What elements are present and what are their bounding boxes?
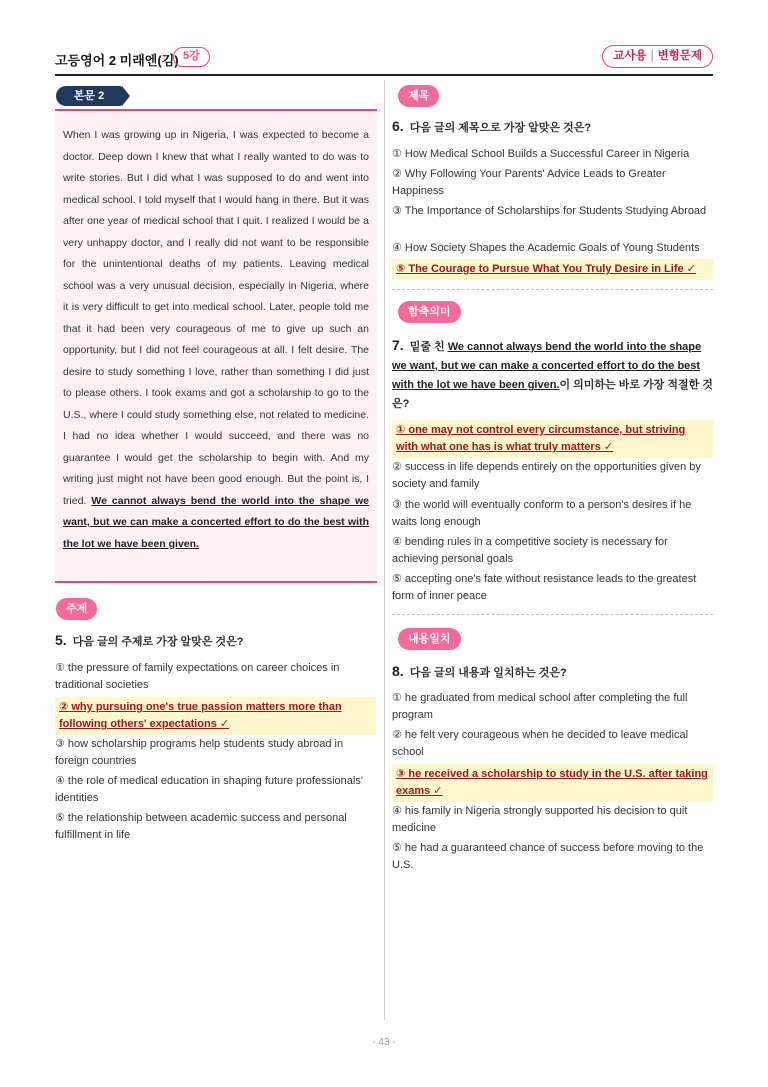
- q8-question: 다음 글의 내용과 일치하는 것은?: [409, 667, 567, 679]
- q5-option-3[interactable]: ③ how scholarship programs help students study abroad in foreign countries: [55, 738, 344, 767]
- q5-option-1[interactable]: ① the pressure of family expectations on career choices in traditional societies: [55, 662, 340, 691]
- q6-option-1[interactable]: ① How Medical School Builds a Successful Career in Nigeria: [392, 148, 690, 160]
- q6-option-4[interactable]: ④ How Society Shapes the Academic Goals of Young Students: [392, 242, 700, 254]
- q8-number: 8.: [392, 663, 404, 679]
- q8-option-3-answer[interactable]: ③ he received a scholarship to study in the U.S. after taking exams ✓: [392, 764, 713, 802]
- q8-option-2[interactable]: ② he felt very courageous when he decided to leave medical school: [392, 729, 689, 758]
- q6-option-5-answer[interactable]: ⑤ The Courage to Pursue What You Truly Desire in Life ✓: [392, 259, 713, 280]
- passage-box: [55, 109, 377, 583]
- q7-stem-suffix: 이 의미하는 바로 가장 적절한 것은?: [392, 379, 713, 410]
- q6-tag: 제목: [398, 85, 439, 107]
- column-divider: [384, 80, 385, 1020]
- q5-number: 5.: [55, 632, 67, 648]
- section-divider: [392, 614, 713, 615]
- q5-option-4[interactable]: ④ the role of medical education in shaping future professionals' identities: [55, 775, 363, 804]
- page-header: [55, 44, 713, 76]
- passage-body: When I was growing up in Nigeria, I was expected to become a doctor. Deep down I knew that what I really wanted to do was to write stories. But I did what I was supposed to do and went into medical school. I told myself that I would hang in there. But it was after one year of medical school that I quit. I realized I would be a very unhappy doctor, and I really did not want to be responsible for the unintentional deaths of my patients. Leaving medical school was a very unusual decision, especially in Nigeria, where it is very difficult to get into medical school. Later, people told me that it had been very courageous of me to give up such an opportunity, but I did not feel courageous at all. I felt desire. The desire to study something I love, rather than something I did just to please others. I took exams and got a scholarship to go to the U.S., where I could study something else, not related to medicine. I had no idea whether I would succeed, and there was no guarantee I would get the scholarship to begin with. And my writing just might not have been good enough. But the point is, I tried.: [63, 129, 369, 507]
- section-divider: [392, 289, 713, 290]
- passage-underlined-sentence: We cannot always bend the world into the shape we want, but we can make a concerted effort to do the best with the lot we have been given.: [63, 494, 369, 550]
- audience-label: 교사용: [613, 50, 647, 62]
- type-label: 변형문제: [657, 50, 702, 62]
- q8-option-5[interactable]: ⑤ he had a guaranteed chance of success before moving to the U.S.: [392, 842, 704, 871]
- q5-stem: [55, 631, 377, 652]
- q7-tag: 함축의미: [398, 301, 461, 323]
- q5-option-2-answer[interactable]: ② why pursuing one's true passion matters more than following others' expectations ✓: [55, 697, 376, 735]
- edition-badge: 교사용 | 변형문제: [602, 45, 713, 68]
- q8-tag: 내용일치: [398, 628, 461, 650]
- q7-option-3[interactable]: ③ the world will eventually conform to a person's desires if he waits long enough: [392, 499, 692, 528]
- book-title: 고등영어 2 미래엔(김): [55, 53, 179, 68]
- q6-question: 다음 글의 제목으로 가장 알맞은 것은?: [409, 122, 592, 134]
- q5-option-5[interactable]: ⑤ the relationship between academic success and personal fulfillment in life: [55, 812, 347, 841]
- q6-option-2[interactable]: ② Why Following Your Parents' Advice Leads to Greater Happiness: [392, 168, 666, 197]
- q7-underlined-sentence: We cannot always bend the world into the shape we want, but we can make a concerted effort to do the best with the lot we have been given.: [392, 341, 702, 391]
- q8-option-4[interactable]: ④ his family in Nigeria strongly supported his decision to quit medicine: [392, 805, 688, 834]
- lesson-badge: 5강: [173, 47, 210, 67]
- q7-option-2[interactable]: ② success in life depends entirely on the opportunities given by society and family: [392, 461, 701, 490]
- page-number: - 43 -: [372, 1037, 396, 1048]
- q8-stem: [392, 662, 713, 683]
- q7-option-5[interactable]: ⑤ accepting one's fate without resistance leads to the greatest form of inner peace: [392, 573, 697, 602]
- q6-option-3[interactable]: ③ The Importance of Scholarships for Students Studying Abroad: [392, 205, 707, 217]
- q6-stem: [392, 117, 713, 138]
- q7-stem-prefix: 밑줄 친: [409, 341, 448, 353]
- q7-number: 7.: [392, 337, 404, 353]
- passage-text: [63, 125, 369, 555]
- q7-stem: [392, 336, 713, 414]
- passage-tag: 본문 2: [56, 86, 122, 106]
- q6-number: 6.: [392, 118, 404, 134]
- q7-option-4[interactable]: ④ bending rules in a competitive society is necessary for achieving personal goals: [392, 536, 668, 565]
- q5-tag: 주제: [56, 598, 97, 620]
- q7-option-1-answer[interactable]: ① one may not control every circumstance, but striving with what one has is what truly matters ✓: [392, 420, 713, 458]
- q8-option-1[interactable]: ① he graduated from medical school after completing the full program: [392, 692, 688, 721]
- q5-question: 다음 글의 주제로 가장 알맞은 것은?: [72, 636, 244, 648]
